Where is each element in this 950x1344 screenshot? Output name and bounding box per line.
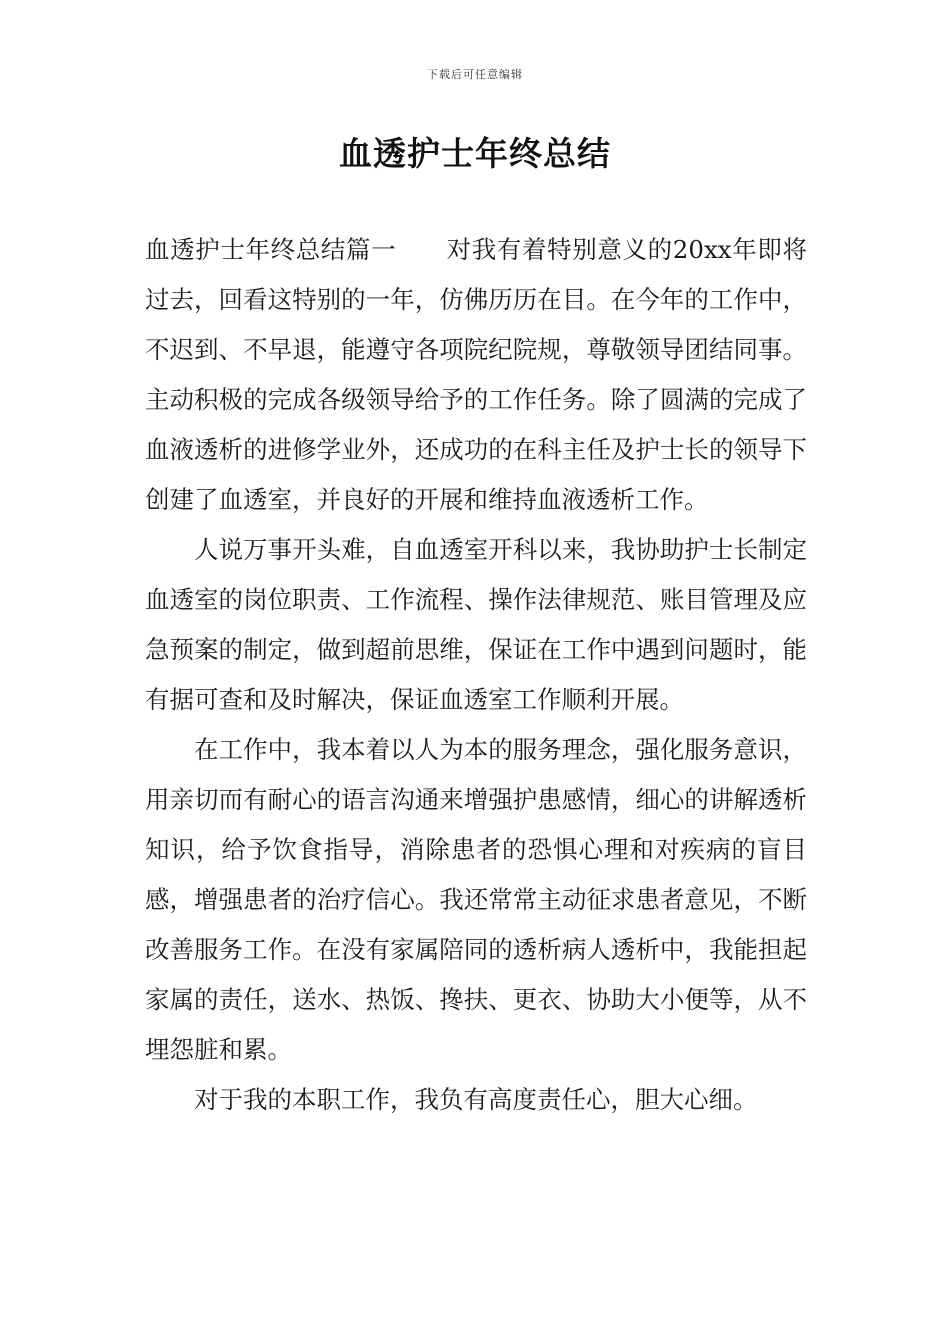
- paragraph-setup: 人说万事开头难，自血透室开科以来，我协助护士长制定血透室的岗位职责、工作流程、操作法律规范、账目管理及应急预案的制定，做到超前思维，保证在工作中遇到问题时，能有据可查和及时解决，保证血透室工作顺利开展。: [145, 535, 807, 714]
- paragraph-intro: 血透护士年终总结篇一 对我有着特别意义的20xx年即将过去，回看这特别的一年，仿佛历历在目。在今年的工作中，不迟到、不早退，能遵守各项院纪院规，尊敬领导团结同事。主动积极的完成各级领导给予的工作任务。除了圆满的完成了血液透析的进修学业外，还成功的在科主任及护士长的领导下创建了血透室，并良好的开展和维持血液透析工作。: [145, 235, 807, 514]
- document-title: 血透护士年终总结: [339, 134, 611, 173]
- header-note: 下载后可任意编辑: [427, 68, 523, 81]
- document-body: [145, 225, 807, 1125]
- paragraph-responsibility: 对于我的本职工作，我负有高度责任心，胆大心细。: [194, 1085, 758, 1114]
- paragraph-service: 在工作中，我本着以人为本的服务理念，强化服务意识，用亲切而有耐心的语言沟通来增强护患感情，细心的讲解透析知识，给予饮食指导，消除患者的恐惧心理和对疾病的盲目感，增强患者的治疗信心。我还常常主动征求患者意见，不断改善服务工作。在没有家属陪同的透析病人透析中，我能担起家属的责任，送水、热饭、搀扶、更衣、协助大小便等，从不埋怨脏和累。: [145, 735, 807, 1064]
